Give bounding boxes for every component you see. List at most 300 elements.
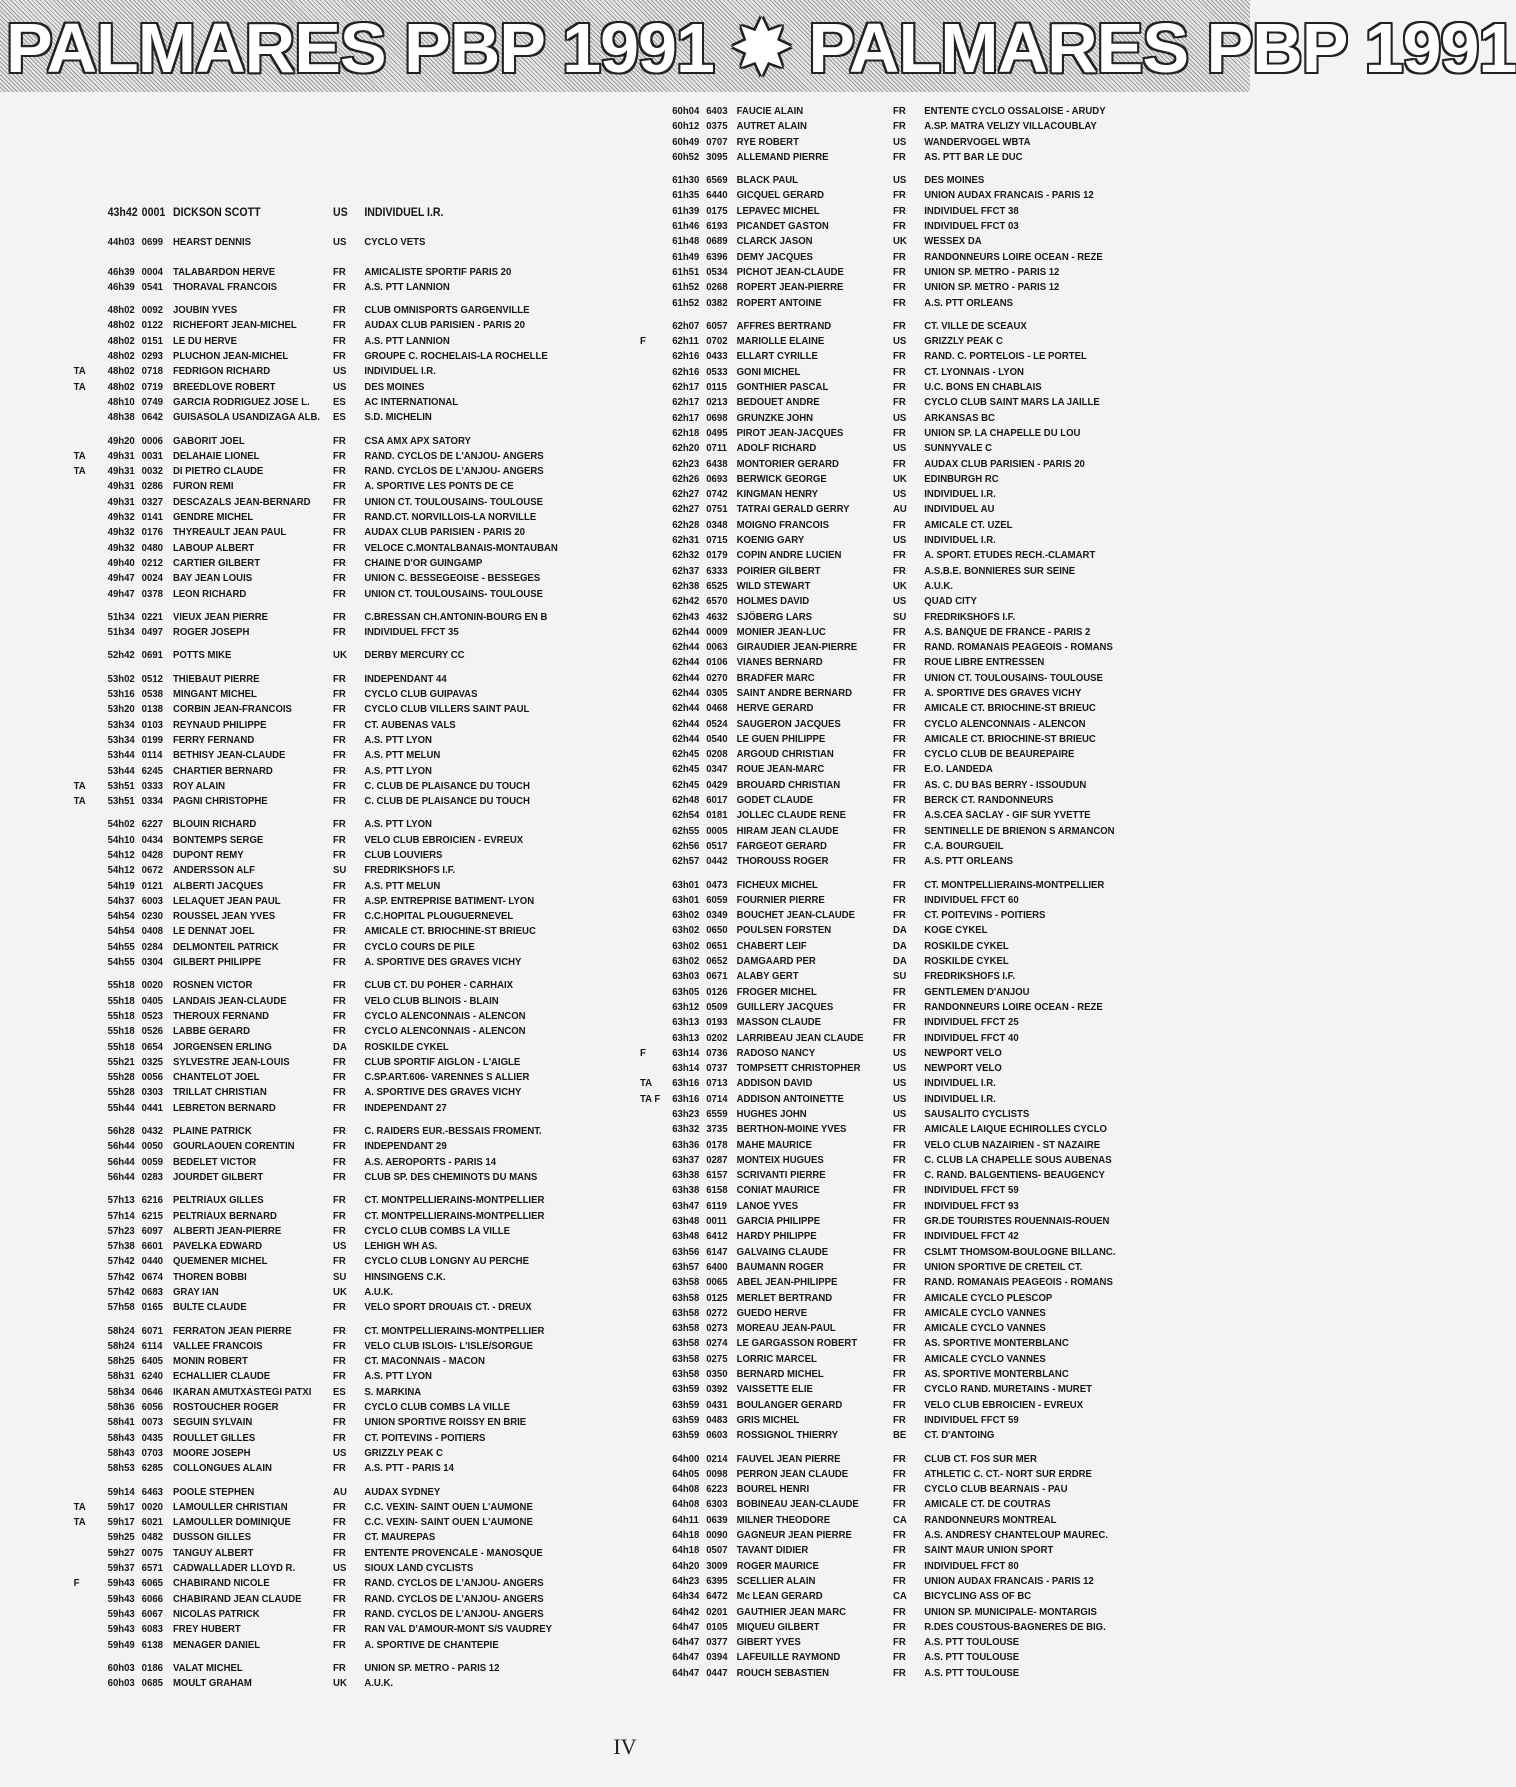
club-name: INDIVIDUEL I.R. (924, 489, 996, 501)
rider-number: 0333 (141, 780, 163, 792)
rider-number: 0024 (141, 573, 163, 585)
country-code: FR (333, 1141, 346, 1153)
result-row (0, 1170, 589, 1185)
finish-time: 63h58 (672, 1307, 700, 1319)
country-code: US (893, 489, 907, 501)
club-name: CYCLO RAND. MURETAINS - MURET (924, 1384, 1092, 1396)
group-spacer (0, 251, 640, 265)
result-row (0, 1155, 589, 1170)
club-name: INDIVIDUEL FFCT 59 (924, 1414, 1019, 1426)
rider-name: LEPAVEC MICHEL (736, 205, 820, 217)
rider-number: 0719 (141, 381, 163, 393)
country-code: US (893, 1063, 907, 1075)
club-name: SIOUX LAND CYCLISTS (364, 1563, 474, 1575)
rider-name: ROGER MAURICE (736, 1560, 819, 1572)
rider-number: 6193 (706, 221, 728, 233)
country-code: FR (333, 1578, 346, 1590)
rider-name: ALBERTI JACQUES (172, 880, 264, 892)
club-name: RAND. ROMANAIS PEAGEOIS - ROMANS (924, 1277, 1113, 1289)
rider-name: COLLONGUES ALAIN (172, 1463, 272, 1475)
club-name: VELO CLUB NAZAIRIEN - ST NAZAIRE (924, 1139, 1101, 1151)
club-name: GRIZZLY PEAK C (364, 1447, 443, 1459)
finish-time: 49h31 (107, 496, 135, 508)
finish-time: 49h32 (107, 512, 135, 524)
result-row (0, 434, 589, 449)
club-name: INDIVIDUEL I.R. (924, 1093, 996, 1105)
country-code: FR (333, 750, 346, 762)
group-spacer (640, 165, 1250, 173)
finish-time: 62h45 (672, 779, 700, 791)
rider-name: KINGMAN HENRY (736, 489, 819, 501)
club-name: VELO CLUB BLINOIS - BLAIN (364, 995, 499, 1007)
rider-number: 0642 (141, 412, 163, 424)
result-row (0, 610, 589, 625)
rider-name: FARGEOT GERARD (736, 840, 827, 852)
rider-number: 0090 (706, 1530, 728, 1542)
result-row (640, 204, 1201, 219)
group-spacer (0, 664, 640, 672)
club-name: VELO CLUB ISLOIS- L'ISLE/SORGUE (364, 1340, 533, 1352)
result-row (640, 104, 1201, 119)
country-code: FR (333, 305, 346, 317)
finish-time: 59h14 (107, 1486, 135, 1498)
club-name: A.S. PTT - PARIS 14 (364, 1463, 454, 1475)
rider-number: 0375 (706, 121, 728, 133)
rider-name: ALBERTI JEAN-PIERRE (172, 1225, 282, 1237)
result-row (0, 1461, 589, 1476)
result-row (0, 410, 589, 425)
club-name: ROUE LIBRE ENTRESSEN (924, 657, 1045, 669)
country-code: FR (893, 894, 906, 906)
finish-time: 57h42 (107, 1287, 135, 1298)
result-row (640, 1452, 1201, 1467)
club-name: A. SPORTIVE DES GRAVES VICHY (364, 1087, 522, 1099)
rider-name: ROY ALAIN (172, 780, 226, 792)
club-name: A. SPORT. ETUDES RECH.-CLAMART (924, 550, 1096, 562)
club-name: A.S. PTT ORLEANS (924, 297, 1013, 309)
rider-name: DICKSON SCOTT (172, 207, 261, 219)
result-row (640, 1398, 1201, 1413)
rider-name: ALLEMAND PIERRE (736, 151, 829, 163)
rider-name: BERNARD MICHEL (736, 1369, 824, 1381)
result-row (0, 1124, 589, 1139)
country-code: US (893, 443, 907, 455)
country-code: FR (893, 1453, 906, 1465)
club-name: C.A. BOURGUEIL (924, 840, 1004, 852)
country-code: UK (333, 1678, 347, 1690)
rider-number: 0270 (706, 672, 728, 684)
country-code: FR (893, 1560, 906, 1572)
finish-time: 61h52 (672, 297, 700, 309)
finish-time: 55h18 (107, 995, 135, 1007)
rider-number: 6119 (706, 1200, 727, 1212)
rider-number: 0284 (141, 941, 163, 953)
rider-name: TANGUY ALBERT (172, 1547, 254, 1559)
rider-name: CHABERT LEIF (736, 940, 807, 952)
rider-name: HERVE GERARD (736, 703, 814, 715)
club-name: S.D. MICHELIN (364, 412, 432, 424)
country-code: FR (333, 1501, 346, 1513)
country-code: FR (333, 980, 346, 992)
finish-time: 54h10 (107, 834, 135, 846)
finish-time: 62h48 (672, 795, 700, 807)
country-code: SU (893, 611, 907, 623)
rider-name: LAMOULLER DOMINIQUE (172, 1517, 291, 1529)
country-code: FR (893, 1017, 906, 1029)
rider-number: 0468 (706, 703, 728, 715)
club-name: C.C. VEXIN- SAINT OUEN L'AUMONE (364, 1501, 533, 1513)
rider-name: THOREN BOBBI (172, 1271, 247, 1283)
finish-time: 62h44 (672, 657, 700, 669)
rider-name: JORGENSEN ERLING (172, 1041, 272, 1053)
club-name: CT. MONTPELLIERAINS-MONTPELLIER (364, 1210, 545, 1222)
country-code: FR (893, 251, 906, 263)
rider-number: 3095 (706, 151, 728, 163)
rider-name: WILD STEWART (736, 580, 811, 592)
result-row (640, 1275, 1201, 1290)
result-row (640, 1482, 1201, 1497)
country-code: FR (893, 1124, 906, 1136)
rider-number: 0447 (706, 1667, 728, 1679)
result-row (640, 1605, 1201, 1620)
rider-number: 0006 (141, 435, 163, 447)
result-row (640, 1513, 1201, 1528)
result-row (0, 1009, 589, 1024)
rider-name: THYREAULT JEAN PAUL (172, 527, 287, 539)
club-name: UNION SP. METRO - PARIS 12 (364, 1662, 500, 1674)
rider-number: 0428 (141, 849, 163, 861)
page-number: IV (613, 1734, 637, 1759)
country-code: US (893, 136, 907, 148)
rider-name: LEON RICHARD (172, 588, 247, 600)
country-code: US (333, 1563, 347, 1575)
club-name: RAN VAL D'AMOUR-MONT S/S VAUDREY (364, 1624, 552, 1636)
rider-number: 6059 (706, 894, 728, 906)
country-code: FR (893, 687, 906, 699)
rider-number: 0175 (706, 205, 728, 217)
result-row (640, 610, 1201, 625)
country-code: FR (333, 1608, 346, 1620)
result-row (640, 1245, 1201, 1260)
rider-name: AFFRES BERTRAND (736, 320, 832, 332)
finish-time: 49h47 (107, 588, 135, 600)
club-name: A.S. PTT LYON (364, 1371, 432, 1383)
club-name: CSA AMX APX SATORY (364, 435, 471, 447)
rider-name: LEBRETON BERNARD (172, 1102, 276, 1114)
rider-number: 0350 (706, 1369, 728, 1381)
rider-name: MILNER THEODORE (736, 1514, 831, 1526)
rider-name: PLUCHON JEAN-MICHEL (172, 351, 289, 363)
rider-name: SEGUIN SYLVAIN (172, 1417, 253, 1429)
club-name: A.S.CEA SACLAY - GIF SUR YVETTE (924, 810, 1091, 822)
rider-name: FAUCIE ALAIN (736, 106, 804, 117)
club-name: A.S. PTT ORLEANS (924, 856, 1013, 868)
club-name: CYCLO CLUB LONGNY AU PERCHE (364, 1256, 529, 1268)
rider-name: PERRON JEAN CLAUDE (736, 1468, 849, 1480)
club-name: RANDONNEURS MONTREAL (924, 1514, 1057, 1526)
rider-name: VIEUX JEAN PIERRE (172, 611, 269, 623)
club-name: RAND. CYCLOS DE L'ANJOU- ANGERS (364, 466, 544, 478)
rider-number: 6525 (706, 580, 728, 592)
result-row (640, 1000, 1201, 1015)
result-row (0, 1592, 589, 1607)
rider-number: 0325 (141, 1056, 163, 1068)
rider-number: 0512 (141, 673, 163, 685)
rider-name: MERLET BERTRAND (736, 1292, 833, 1304)
country-code: FR (333, 542, 346, 554)
country-code: FR (333, 1593, 346, 1605)
rider-number: 0698 (706, 412, 728, 424)
group-spacer (0, 640, 640, 648)
rider-name: LE DENNAT JOEL (172, 926, 255, 938)
finish-time: 54h54 (107, 926, 135, 938)
rider-number: 0303 (141, 1087, 163, 1099)
result-row (0, 1070, 589, 1085)
country-code: FR (893, 1032, 906, 1044)
club-name: A.U.K. (364, 1678, 394, 1690)
finisher-tag: TA (73, 796, 86, 808)
finish-time: 53h34 (107, 719, 135, 731)
country-code: FR (893, 779, 906, 791)
rider-number: 0327 (141, 496, 163, 508)
rider-name: SCELLIER ALAIN (736, 1575, 816, 1587)
result-row (640, 594, 1201, 609)
club-name: QUAD CITY (924, 596, 977, 608)
rider-name: MARIOLLE ELAINE (736, 336, 825, 348)
finish-time: 55h18 (107, 1010, 135, 1022)
rider-number: 0541 (141, 281, 163, 293)
club-name: DERBY MERCURY CC (364, 650, 465, 662)
finish-time: 63h58 (672, 1323, 700, 1335)
country-code: FR (333, 573, 346, 585)
finish-time: 60h03 (107, 1662, 135, 1674)
country-code: FR (333, 673, 346, 685)
result-row (0, 794, 589, 809)
club-name: RAND. ROMANAIS PEAGEOIS - ROMANS (924, 642, 1113, 654)
club-name: UNION CT. TOULOUSAINS- TOULOUSE (364, 588, 543, 600)
finish-time: 59h43 (107, 1608, 135, 1620)
club-name: GR.DE TOURISTES ROUENNAIS-ROUEN (924, 1216, 1110, 1228)
finish-time: 53h51 (107, 780, 135, 792)
club-name: UNION AUDAX FRANCAIS - PARIS 12 (924, 1575, 1094, 1587)
rider-number: 0652 (706, 956, 728, 968)
result-row (640, 747, 1201, 762)
rider-name: POIRIER GILBERT (736, 565, 821, 577)
club-name: A.S. PTT TOULOUSE (924, 1637, 1020, 1649)
finish-time: 62h44 (672, 672, 700, 684)
country-code: FR (333, 1256, 346, 1268)
rider-name: MINGANT MICHEL (172, 689, 257, 701)
rider-number: 0050 (141, 1141, 163, 1153)
club-name: ROSKILDE CYKEL (924, 956, 1009, 968)
rider-number: 6559 (706, 1109, 728, 1120)
rider-number: 0056 (141, 1072, 163, 1084)
club-name: RAND.CT. NORVILLOIS-LA NORVILLE (364, 512, 537, 524)
country-code: FR (893, 1468, 906, 1480)
club-name: A.S. PTT LYON (364, 819, 432, 831)
country-code: FR (893, 266, 906, 278)
result-row (640, 564, 1201, 579)
result-row (640, 380, 1201, 395)
club-name: DES MOINES (924, 175, 985, 187)
club-name: CYCLO CLUB DE BEAUREPAIRE (924, 749, 1075, 761)
finish-time: 62h43 (672, 611, 700, 623)
rider-number: 0639 (706, 1514, 728, 1526)
rider-name: LABBE GERARD (172, 1026, 250, 1038)
rider-number: 0651 (706, 940, 728, 952)
finisher-tag: TA (640, 1078, 653, 1090)
country-code: FR (333, 1325, 346, 1337)
rider-number: 6056 (141, 1402, 163, 1414)
result-row (0, 1431, 589, 1446)
rider-name: GODET CLAUDE (736, 795, 814, 807)
rider-name: BLACK PAUL (736, 175, 799, 187)
finish-time: 62h44 (672, 687, 700, 699)
rider-number: 0689 (706, 236, 728, 248)
rider-number: 0001 (141, 207, 166, 219)
rider-number: 0480 (141, 542, 163, 554)
rider-number: 6017 (706, 795, 728, 807)
result-row (640, 793, 1201, 808)
rider-name: POULSEN FORSTEN (736, 925, 832, 937)
country-code: FR (333, 1302, 346, 1314)
finish-time: 63h57 (672, 1261, 700, 1273)
finish-time: 58h41 (107, 1417, 135, 1429)
club-name: NEWPORT VELO (924, 1047, 1002, 1059)
country-code: FR (333, 627, 346, 639)
country-code: FR (893, 366, 906, 378)
rider-number: 0702 (706, 336, 728, 348)
rider-name: DELAHAIE LIONEL (172, 450, 260, 462)
result-row (0, 1239, 589, 1254)
rider-name: CHARTIER BERNARD (172, 765, 273, 777)
country-code: FR (893, 550, 906, 562)
club-name: C. RAND. BALGENTIENS- BEAUGENCY (924, 1170, 1105, 1182)
rider-name: BONTEMPS SERGE (172, 834, 264, 846)
club-name: SAINT MAUR UNION SPORT (924, 1545, 1054, 1557)
finish-time: 63h48 (672, 1216, 700, 1228)
rider-number: 0073 (141, 1417, 163, 1429)
finish-time: 48h02 (107, 335, 135, 347)
result-row (0, 1040, 589, 1055)
rider-name: LANDAIS JEAN-CLAUDE (172, 995, 287, 1007)
country-code: FR (893, 1667, 906, 1679)
club-name: AUDAX CLUB PARISIEN - PARIS 20 (364, 320, 525, 332)
result-row (0, 748, 589, 763)
finisher-tag: TA (73, 780, 86, 792)
group-spacer (0, 221, 640, 235)
rider-number: 0122 (141, 320, 163, 332)
result-row (640, 1046, 1201, 1061)
club-name: RAND. CYCLOS DE L'ANJOU- ANGERS (364, 450, 544, 462)
result-row (640, 150, 1201, 165)
result-row (0, 525, 589, 540)
result-row (0, 625, 589, 640)
result-row (640, 1574, 1201, 1589)
country-code: FR (893, 1369, 906, 1381)
finish-time: 53h51 (107, 796, 135, 808)
rider-name: PELTRIAUX BERNARD (172, 1210, 277, 1222)
rider-number: 0115 (706, 382, 727, 394)
rider-number: 0011 (706, 1216, 727, 1228)
result-row (0, 1622, 589, 1637)
rider-name: MONTORIER GERARD (736, 458, 839, 470)
rider-name: RYE ROBERT (736, 136, 799, 148)
club-name: BICYCLING ASS OF BC (924, 1591, 1032, 1603)
country-code: FR (333, 281, 346, 293)
country-code: FR (893, 397, 906, 409)
result-row (640, 1382, 1201, 1397)
finish-time: 62h32 (672, 550, 700, 562)
finish-time: 62h55 (672, 825, 700, 837)
group-spacer (0, 426, 640, 434)
rider-number: 0032 (141, 466, 163, 478)
club-name: UNION SP. LA CHAPELLE DU LOU (924, 427, 1081, 439)
rider-number: 0742 (706, 489, 728, 501)
result-row (0, 1193, 589, 1208)
rider-name: CHABIRAND NICOLE (172, 1578, 270, 1590)
country-code: FR (333, 1517, 346, 1529)
rider-number: 6240 (141, 1371, 163, 1383)
finish-time: 63h58 (672, 1353, 700, 1365)
club-name: CYCLO CLUB GUIPAVAS (364, 689, 478, 701)
finish-time: 63h14 (672, 1047, 700, 1059)
country-code: US (893, 1093, 907, 1105)
country-code: FR (333, 834, 346, 846)
finish-time: 53h34 (107, 734, 135, 746)
result-row (0, 978, 589, 993)
result-row (0, 1607, 589, 1622)
club-name: VELO CLUB EBROICIEN - EVREUX (924, 1399, 1084, 1411)
country-code: FR (893, 1292, 906, 1304)
finish-time: 57h38 (107, 1241, 135, 1253)
club-name: UNION SPORTIVE ROISSY EN BRIE (364, 1417, 527, 1429)
result-row (0, 848, 589, 863)
rider-number: 0268 (706, 282, 728, 294)
country-code: FR (893, 718, 906, 730)
finish-time: 62h45 (672, 764, 700, 776)
rider-number: 0603 (706, 1430, 728, 1442)
country-code: UK (333, 1287, 347, 1298)
finish-time: 61h49 (672, 251, 700, 263)
country-code: FR (893, 1353, 906, 1365)
rider-number: 0646 (141, 1386, 163, 1398)
group-spacer (0, 1185, 640, 1193)
rider-name: ECHALLIER CLAUDE (172, 1371, 271, 1383)
finish-time: 64h08 (672, 1499, 700, 1511)
rider-name: BOULANGER GERARD (736, 1399, 843, 1411)
rider-number: 0431 (706, 1399, 728, 1411)
finish-time: 63h58 (672, 1277, 700, 1289)
country-code: FR (893, 1277, 906, 1289)
rider-number: 0736 (706, 1047, 728, 1059)
result-row (640, 1559, 1201, 1574)
result-row (640, 778, 1201, 793)
finish-time: 63h02 (672, 940, 700, 952)
rider-name: BLOUIN RICHARD (172, 819, 257, 831)
country-code: FR (333, 719, 346, 731)
rider-number: 0334 (141, 796, 163, 808)
result-row (640, 854, 1201, 869)
club-name: BERCK CT. RANDONNEURS (924, 795, 1054, 807)
country-code: FR (893, 840, 906, 852)
result-row (0, 235, 589, 250)
club-name: A.S. PTT TOULOUSE (924, 1652, 1020, 1664)
club-name: CT. POITEVINS - POITIERS (924, 910, 1046, 922)
rider-name: DUPONT REMY (172, 849, 244, 861)
club-name: SENTINELLE DE BRIENON S ARMANCON (924, 825, 1115, 837)
club-name: A.S. PTT LYON (364, 765, 432, 777)
